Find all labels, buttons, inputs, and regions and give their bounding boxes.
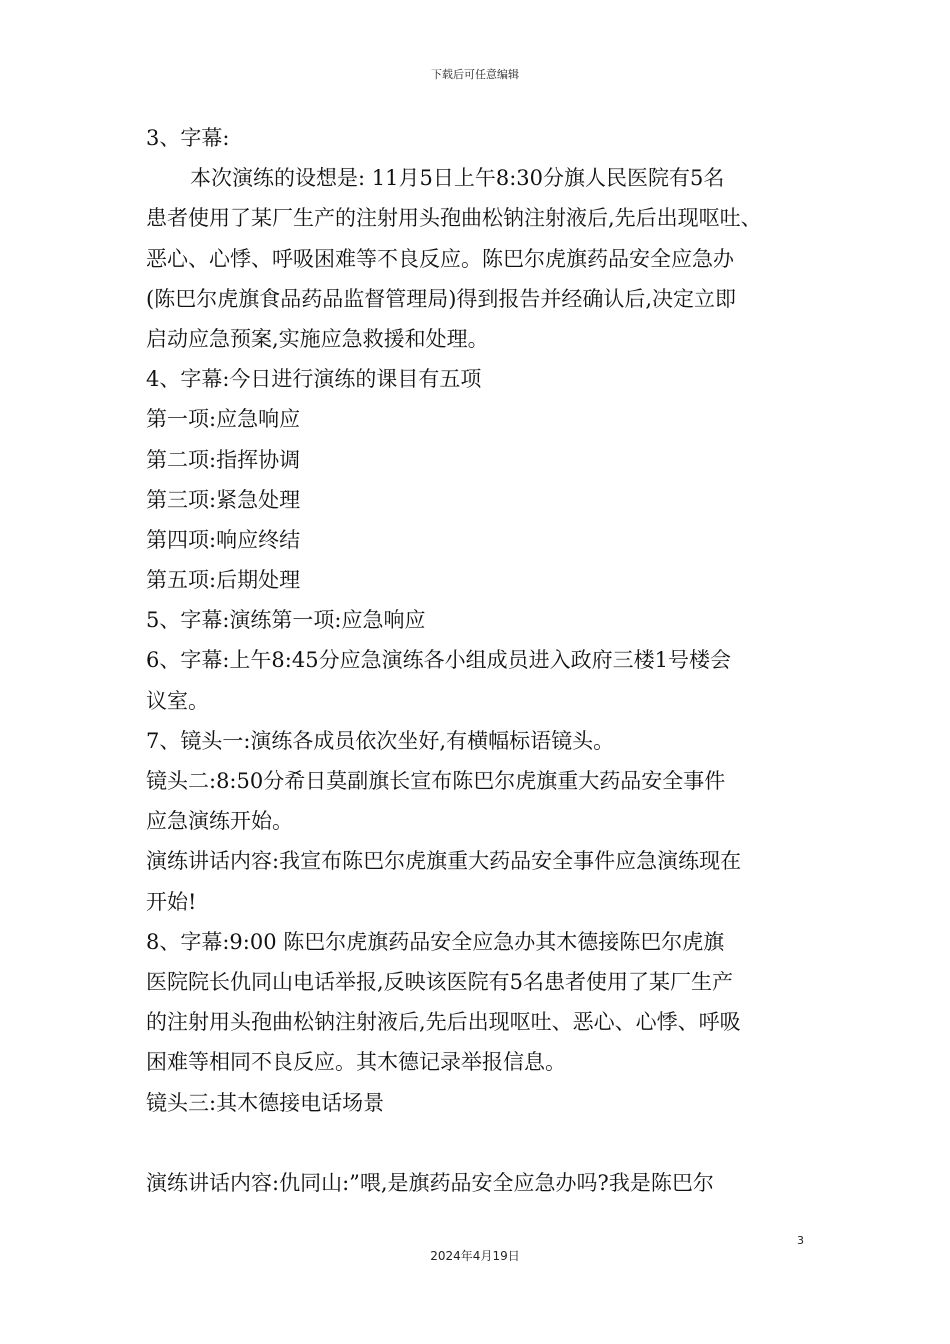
section-heading-5: 5、字幕:演练第一项:应急响应 bbox=[146, 608, 426, 633]
document-body bbox=[146, 118, 816, 1203]
paragraph-line: 的注射用头孢曲松钠注射液后,先后出现呕吐、恶心、心悸、呼吸 bbox=[146, 1010, 741, 1035]
paragraph-line: 困难等相同不良反应。其木德记录举报信息。 bbox=[146, 1050, 566, 1075]
page-number: 3 bbox=[797, 1234, 804, 1247]
paragraph-line: 镜头二:8:50分希日莫副旗长宣布陈巴尔虎旗重大药品安全事件 bbox=[146, 769, 726, 793]
list-item: 第三项:紧急处理 bbox=[146, 487, 301, 512]
paragraph-line: (陈巴尔虎旗食品药品监督管理局)得到报告并经确认后,决定立即 bbox=[146, 286, 737, 311]
page-header: 下载后可任意编辑 bbox=[431, 68, 519, 81]
paragraph-line: 演练讲话内容:我宣布陈巴尔虎旗重大药品安全事件应急演练现在 bbox=[146, 849, 742, 874]
list-item: 第二项:指挥协调 bbox=[146, 447, 301, 472]
paragraph-line: 启动应急预案,实施应急救援和处理。 bbox=[146, 326, 489, 351]
paragraph-line: 开始! bbox=[146, 889, 197, 914]
section-heading-8: 8、字幕:9:00 陈巴尔虎旗药品安全应急办其木德接陈巴尔虎旗 bbox=[146, 929, 725, 954]
section-heading-7: 7、镜头一:演练各成员依次坐好,有横幅标语镜头。 bbox=[146, 728, 615, 753]
paragraph-line: 应急演练开始。 bbox=[146, 809, 293, 834]
paragraph-line: 议室。 bbox=[146, 688, 209, 713]
paragraph-line: 医院院长仇同山电话举报,反映该医院有5名患者使用了某厂生产 bbox=[146, 969, 734, 994]
list-item: 第五项:后期处理 bbox=[146, 568, 301, 593]
paragraph-line: 本次演练的设想是: 11月5日上午8:30分旗人民医院有5名 bbox=[190, 166, 725, 191]
section-heading-4: 4、字幕:今日进行演练的课目有五项 bbox=[146, 367, 482, 392]
section-heading-6: 6、字幕:上午8:45分应急演练各小组成员进入政府三楼1号楼会 bbox=[146, 648, 731, 673]
page-footer-date: 2024年4月19日 bbox=[430, 1249, 520, 1263]
section-heading-3: 3、字幕: bbox=[146, 126, 230, 150]
paragraph-line: 恶心、心悸、呼吸困难等不良反应。陈巴尔虎旗药品安全应急办 bbox=[146, 246, 734, 271]
paragraph-line: 演练讲话内容:仇同山:”喂,是旗药品安全应急办吗?我是陈巴尔 bbox=[146, 1170, 714, 1195]
list-item: 第四项:响应终结 bbox=[146, 527, 301, 552]
list-item: 第一项:应急响应 bbox=[146, 407, 301, 432]
paragraph-line: 镜头三:其木德接电话场景 bbox=[146, 1090, 385, 1115]
blank-line bbox=[146, 1123, 816, 1163]
paragraph-line: 患者使用了某厂生产的注射用头孢曲松钠注射液后,先后出现呕吐、 bbox=[146, 206, 762, 231]
